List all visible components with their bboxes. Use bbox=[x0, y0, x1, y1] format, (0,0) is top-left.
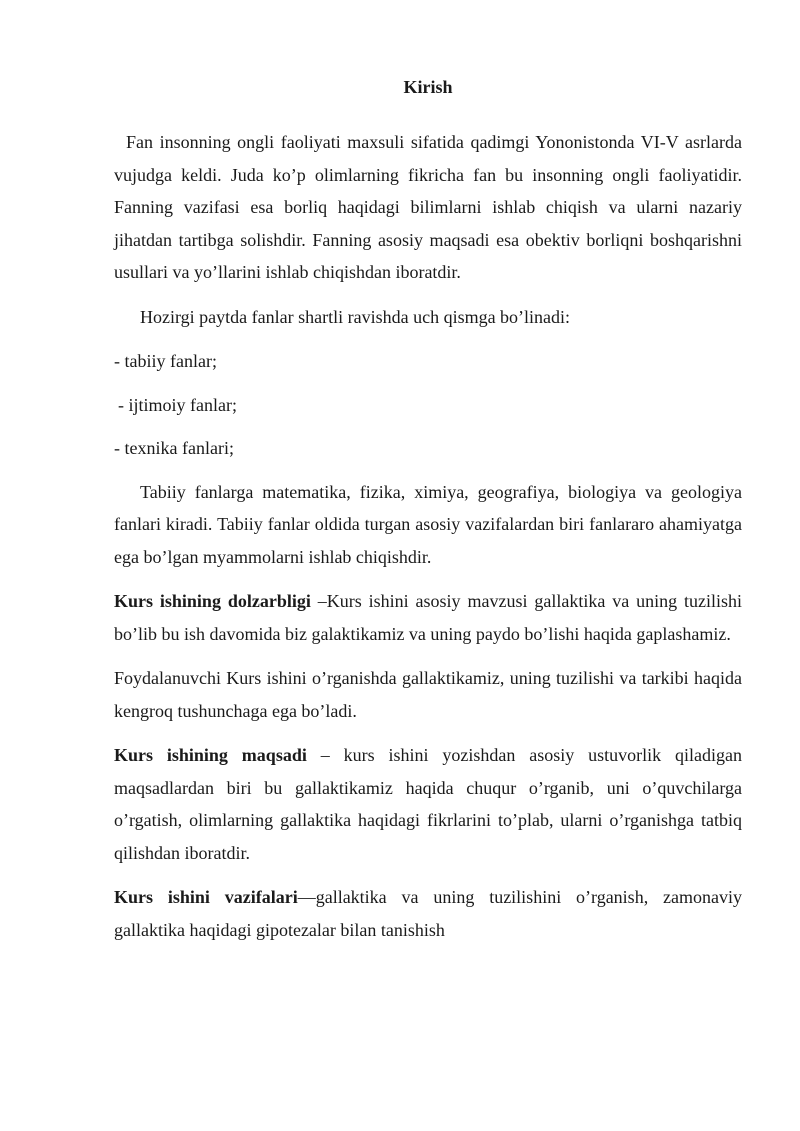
relevance-label: Kurs ishining dolzarbligi bbox=[114, 591, 311, 611]
list-item-social-sciences: - ijtimoiy fanlar; bbox=[118, 394, 237, 415]
list-item-natural-sciences: - tabiiy fanlar; bbox=[114, 351, 217, 371]
user-paragraph: Foydalanuvchi Kurs ishini o’rganishda gallaktikamiz, uning tuzilishi va tarkibi haqida kengroq tushunchaga ega bo’ladi. bbox=[114, 668, 742, 721]
natural-sciences-paragraph: Tabiiy fanlarga matematika, fizika, ximiya, geografiya, biologiya va geologiya fanlari kiradi. Tabiiy fanlar oldida turgan asosiy vazifalardan biri fanlararo ahamiyatga ega bo’lgan myammolarni ishlab chiqishdir. bbox=[114, 481, 742, 567]
tasks-paragraph bbox=[114, 881, 742, 946]
intro-paragraph: Fan insonning ongli faoliyati maxsuli sifatida qadimgi Yononistonda VI-V asrlarda vujudga keldi. Juda ko’p olimlarning fikricha fan bu insonning ongli faoliyatidir. Fanning vazifasi esa borliq haqidagi bilimlarni ishlab chiqish va ularni nazariy jihatdan tartibga solishdir. Fanning asosiy maqsadi esa obektiv borliqni boshqarishni usullari va yo’llarini ishlab chiqishdan iboratdir. bbox=[114, 132, 742, 282]
relevance-paragraph bbox=[114, 585, 742, 650]
goal-paragraph bbox=[114, 739, 742, 869]
page-title: Kirish bbox=[403, 77, 453, 97]
document-body bbox=[114, 126, 742, 958]
tasks-label: Kurs ishini vazifalari bbox=[114, 887, 298, 907]
list-item-technical-sciences: - texnika fanlari; bbox=[114, 438, 234, 458]
tasks-text: —gallaktika va uning tuzilishini o’rganish, zamonaviy gallaktika haqidagi gipotezalar bilan tanishish bbox=[114, 887, 743, 940]
division-sentence: Hozirgi paytda fanlar shartli ravishda uch qismga bo’linadi: bbox=[140, 306, 571, 327]
goal-label: Kurs ishining maqsadi bbox=[114, 745, 307, 765]
goal-text: – kurs ishini yozishdan asosiy ustuvorlik qiladigan maqsadlardan biri bu gallaktikamiz haqida chuqur o’rganib, uni o’quvchilarga o’rgatish, olimlarning gallaktika haqidagi fikrlarini to’plab, ularni o’rganishga tatbiq qilishdan iboratdir. bbox=[114, 745, 742, 863]
relevance-text: –Kurs ishini asosiy mavzusi gallaktika va uning tuzilishi bo’lib bu ish davomida biz galaktikamiz va uning paydo bo’lishi haqida gaplashamiz. bbox=[114, 591, 742, 644]
